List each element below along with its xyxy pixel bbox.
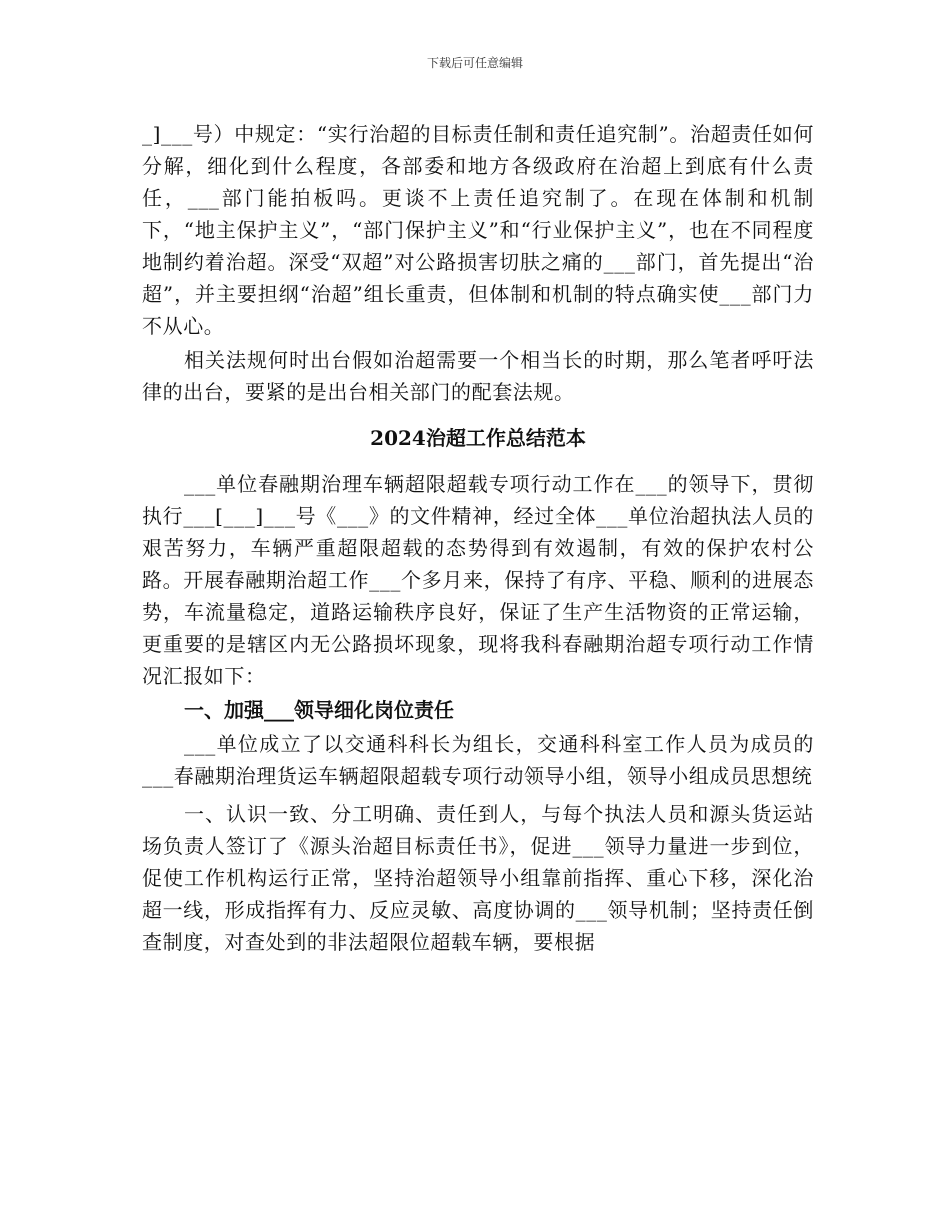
- paragraph-5: 一、认识一致、分工明确、责任到人，与每个执法人员和源头货运站场负责人签订了《源头治超目标责任书》，促进___领导力量进一步到位，促使工作机构运行正常，坚持治超领导小组靠前指挥、重心下移，深化治超一线，形成指挥有力、反应灵敏、高度协调的___领导机制；坚持责任倒查制度，对查处到的非法超限位超载车辆，要根据: [142, 802, 814, 954]
- document-title: 2024治超工作总结范本: [370, 426, 586, 450]
- section-heading-1: 一、加强___领导细化岗位责任: [184, 698, 454, 722]
- page-header: 下载后可任意编辑: [426, 56, 523, 70]
- paragraph-4: ___单位成立了以交通科科长为组长，交通科科室工作人员为成员的___春融期治理货运车辆超限超载专项行动领导小组，领导小组成员思想统: [142, 732, 814, 788]
- paragraph-1: _]___号）中规定：“实行治超的目标责任制和责任追究制”。治超责任如何分解，细化到什么程度，各部委和地方各级政府在治超上到底有什么责任，___部门能拍板吗。更谈不上责任追究制了。在现在体制和机制下，“地主保护主义”，“部门保护主义”和“行业保护主义”，也在不同程度地制约着治超。深受“双超”对公路损害切肤之痛的___部门，首先提出“治超”，并主要担纲“治超”组长重责，但体制和机制的特点确实使___部门力不从心。: [142, 122, 814, 338]
- document-body: [142, 118, 814, 958]
- paragraph-2: 相关法规何时出台假如治超需要一个相当长的时期，那么笔者呼吁法律的出台，要紧的是出台相关部门的配套法规。: [142, 348, 814, 404]
- paragraph-3: ___单位春融期治理车辆超限超载专项行动工作在___的领导下，贯彻执行___[___]___号《___》的文件精神，经过全体___单位治超执法人员的艰苦努力，车辆严重超限超载的态势得到有效遏制，有效的保护农村公路。开展春融期治超工作___个多月来，保持了有序、平稳、顺利的进展态势，车流量稳定，道路运输秩序良好，保证了生产生活物资的正常运输，更重要的是辖区内无公路损坏现象，现将我科春融期治超专项行动工作情况汇报如下：: [142, 472, 814, 688]
